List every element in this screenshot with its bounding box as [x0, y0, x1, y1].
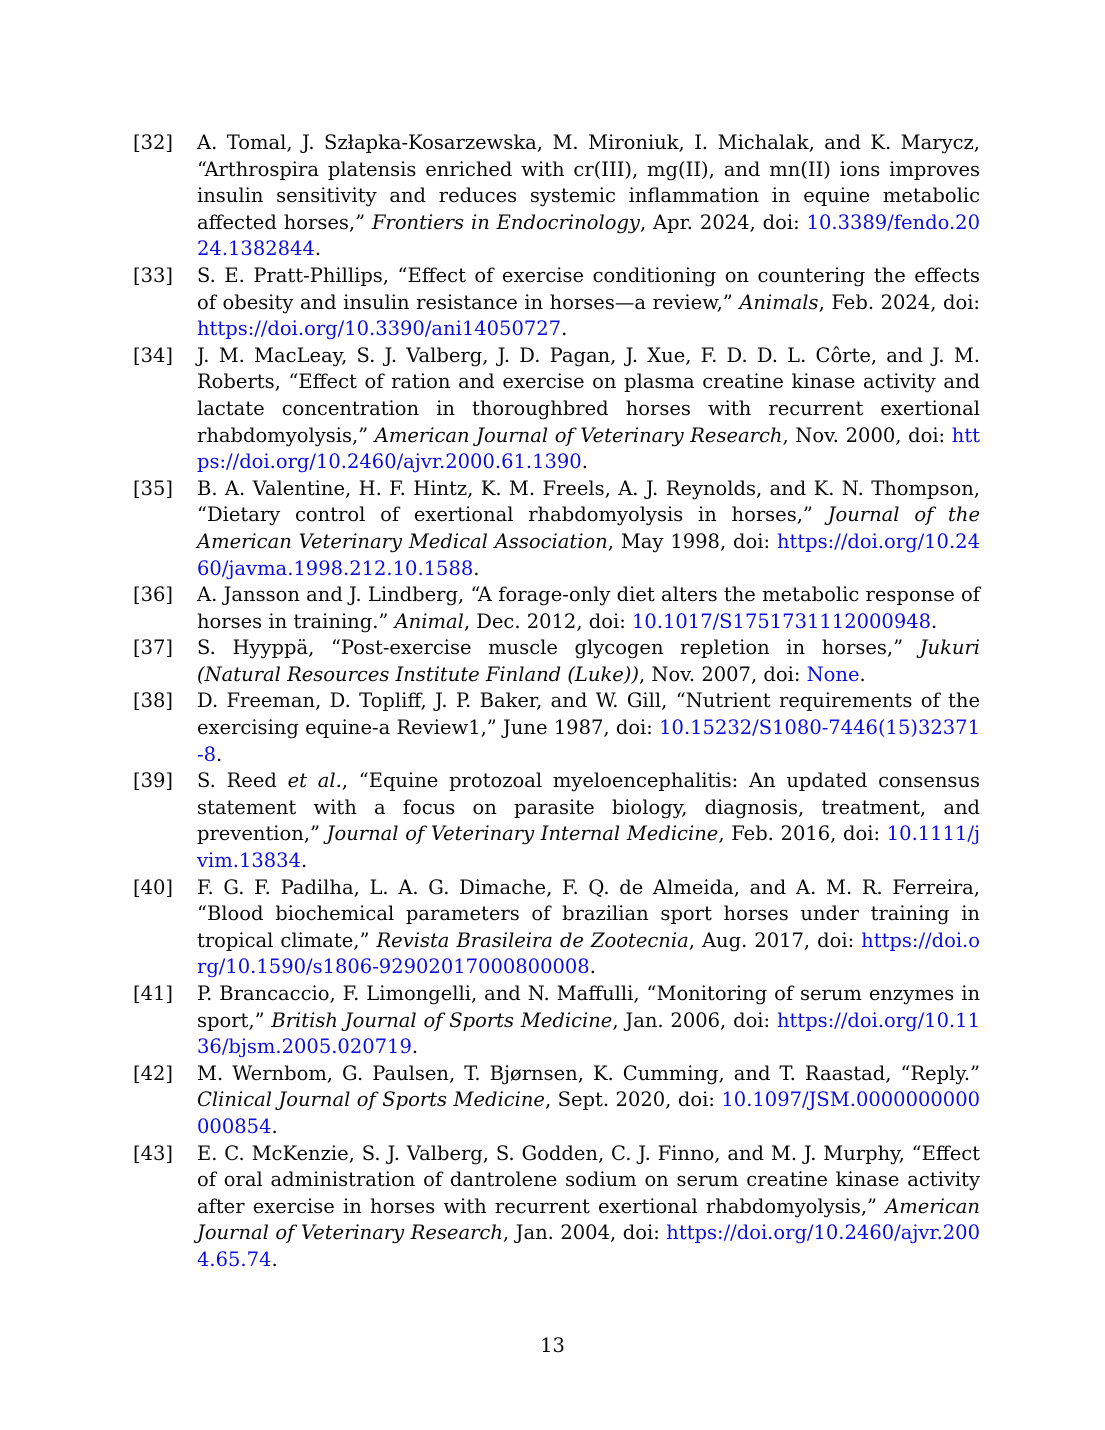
reference-text: . — [271, 1247, 278, 1271]
reference-text: , Dec. 2012, doi: — [463, 609, 632, 633]
journal-title: American Journal of Veterinary Research — [374, 423, 783, 447]
reference-entry — [133, 476, 980, 582]
reference-entry — [133, 875, 980, 981]
reference-text: . — [314, 237, 322, 261]
reference-text: F. G. F. Padilha, L. A. G. Dimache, F. Q. de Almeida, and A. M. R. Ferreira, “Blood biochemical parameters of brazilian sport horses under training in tropical climate,” — [197, 875, 980, 952]
journal-title: British Journal of Sports Medicine — [271, 1008, 613, 1032]
reference-text: , Feb. 2024, doi: — [818, 290, 980, 314]
reference-body — [197, 689, 980, 765]
reference-text: , Apr. 2024, doi: — [639, 210, 807, 234]
reference-body — [197, 477, 980, 580]
references-list — [133, 130, 980, 1274]
reference-text: A. Tomal, J. Szłapka-Kosarzewska, M. Mironiuk, I. Michalak, and K. Marycz, “Arthrospira platensis enriched with cr(III), mg(II), and mn(II) ions improves insulin sensitivity and reduces systemic inflammation in equine metabolic affected horses,” — [197, 131, 980, 234]
reference-number: [41] — [133, 982, 174, 1005]
doi-link[interactable]: https://doi.org/10.2460/javma.1998.212.10.1588 — [197, 529, 980, 580]
reference-text: , Sept. 2020, doi: — [544, 1088, 722, 1112]
reference-text: B. A. Valentine, H. F. Hintz, K. M. Freels, A. J. Reynolds, and K. N. Thompson, “Dietary control of exertional rhabdomyolysis in horses,” — [197, 476, 980, 527]
page-number: 13 — [540, 1334, 565, 1357]
reference-text: J. M. MacLeay, S. J. Valberg, J. D. Pagan, J. Xue, F. D. D. L. Côrte, and J. M. Roberts, “Effect of ration and exercise on plasma creatine kinase activity and lactate concentration in thoroughbred horses with recurrent exertional rhabdomyolysis,” — [197, 343, 980, 447]
reference-number: [39] — [133, 769, 174, 793]
doi-link[interactable]: https://doi.org/10.1136/bjsm.2005.020719 — [197, 1008, 980, 1059]
reference-text: . — [561, 317, 568, 341]
reference-body — [197, 131, 980, 260]
doi-link[interactable]: 10.1111/jvim.13834 — [197, 822, 981, 873]
reference-body — [197, 1062, 980, 1138]
reference-text: E. C. McKenzie, S. J. Valberg, S. Godden, C. J. Finno, and M. J. Murphy, “Effect of oral administration of dantrolene sodium on serum creatine kinase activity after exercise in horses with recurrent exertional rhabdomyolysis,” — [197, 1141, 980, 1218]
journal-title: American Journal of Veterinary Research — [197, 1194, 980, 1245]
doi-link[interactable]: 10.3389/fendo.2024.1382844 — [197, 210, 980, 261]
reference-entry — [133, 981, 980, 1061]
reference-body — [197, 264, 980, 340]
reference-text: . — [216, 742, 223, 766]
reference-text: . — [473, 556, 480, 580]
reference-entry — [133, 263, 980, 343]
reference-text: A. Jansson and J. Lindberg, “A forage-only diet alters the metabolic response of horses in training.” — [197, 583, 980, 633]
reference-text: S. E. Pratt-Phillips, “Effect of exercise conditioning on countering the effects of obesity and insulin resistance in horses—a review,” — [197, 263, 980, 314]
reference-number: [38] — [133, 689, 174, 713]
reference-text: . — [581, 450, 588, 474]
reference-text: . — [931, 609, 938, 633]
reference-body — [197, 636, 980, 686]
reference-text: , Jan. 2006, doi: — [612, 1008, 777, 1032]
reference-text: . — [589, 955, 596, 979]
reference-number: [33] — [133, 263, 174, 287]
reference-text: D. Freeman, D. Topliff, J. P. Baker, and W. Gill, “Nutrient requirements of the exercising equine-a Review1,” June 1987, doi: — [197, 689, 980, 740]
reference-text: P. Brancaccio, F. Limongelli, and N. Maffulli, “Monitoring of serum enzymes in sport,” — [197, 982, 980, 1032]
reference-entry — [133, 635, 980, 688]
reference-number: [32] — [133, 131, 174, 154]
reference-body — [197, 769, 980, 872]
doi-link[interactable]: https://doi.org/10.3390/ani14050727 — [197, 317, 562, 341]
reference-entry — [133, 582, 980, 635]
reference-number: [34] — [133, 343, 174, 367]
doi-link[interactable]: https://doi.org/10.2460/ajvr.2004.65.74 — [197, 1221, 980, 1271]
reference-entry — [133, 343, 980, 476]
journal-title: Journal of the American Veterinary Medical Association — [197, 503, 980, 553]
reference-entry — [133, 688, 980, 768]
reference-number: [43] — [133, 1141, 174, 1165]
reference-body — [197, 876, 980, 979]
reference-text: , Nov. 2000, doi: — [782, 423, 952, 447]
reference-text: , Aug. 2017, doi: — [688, 928, 862, 952]
reference-text: , Nov. 2007, doi: — [639, 662, 807, 686]
journal-title: et al. — [287, 769, 342, 793]
journal-title: Animal — [394, 609, 464, 633]
reference-text: . — [859, 662, 866, 686]
reference-number: [37] — [133, 636, 174, 660]
reference-text: . — [271, 1114, 278, 1138]
reference-body — [197, 344, 980, 473]
journal-title: Frontiers in Endocrinology — [371, 210, 640, 234]
reference-number: [36] — [133, 583, 174, 607]
journal-title: Clinical Journal of Sports Medicine — [197, 1088, 545, 1112]
reference-text: , “Equine protozoal myeloencephalitis: An updated consensus statement with a focus on parasite biology, diagnosis, treatment, and prevention,” — [197, 769, 980, 846]
reference-text: M. Wernbom, G. Paulsen, T. Bjørnsen, K. Cumming, and T. Raastad, “Reply.” — [197, 1061, 980, 1085]
journal-title: Animals — [739, 290, 819, 314]
doi-link[interactable]: 10.1097/JSM.0000000000000854 — [197, 1088, 981, 1138]
reference-entry — [133, 768, 980, 874]
reference-number: [42] — [133, 1061, 174, 1085]
reference-text: S. Hyyppä, “Post-exercise muscle glycogen repletion in horses,” — [197, 636, 920, 660]
doi-link[interactable]: None — [806, 662, 860, 686]
journal-title: Revista Brasileira de Zootecnia — [376, 928, 689, 952]
reference-body — [197, 1142, 980, 1271]
reference-text: . — [300, 849, 308, 873]
doi-link[interactable]: https://doi.org/10.1590/s1806-92902017000800008 — [197, 928, 980, 979]
reference-text: . — [411, 1035, 419, 1059]
reference-text: , Jan. 2004, doi: — [502, 1221, 667, 1245]
doi-link[interactable]: 10.1017/S1751731112000948 — [631, 609, 932, 633]
reference-number: [40] — [133, 875, 174, 899]
reference-text: , May 1998, doi: — [607, 529, 777, 553]
reference-text: , Feb. 2016, doi: — [718, 822, 887, 846]
journal-title: Journal of Veterinary Internal Medicine — [326, 822, 719, 846]
reference-text: S. Reed — [197, 769, 288, 793]
journal-title: Jukuri (Natural Resources Institute Finland (Luke)) — [197, 636, 980, 686]
reference-entry — [133, 1061, 980, 1141]
reference-entry — [133, 130, 980, 263]
doi-link[interactable]: 10.15232/S1080-7446(15)32371-8 — [197, 716, 980, 766]
reference-body — [197, 982, 980, 1058]
doi-link[interactable]: https://doi.org/10.2460/ajvr.2000.61.1390 — [197, 423, 980, 474]
reference-body — [197, 583, 980, 633]
reference-entry — [133, 1141, 980, 1274]
reference-number: [35] — [133, 476, 174, 500]
